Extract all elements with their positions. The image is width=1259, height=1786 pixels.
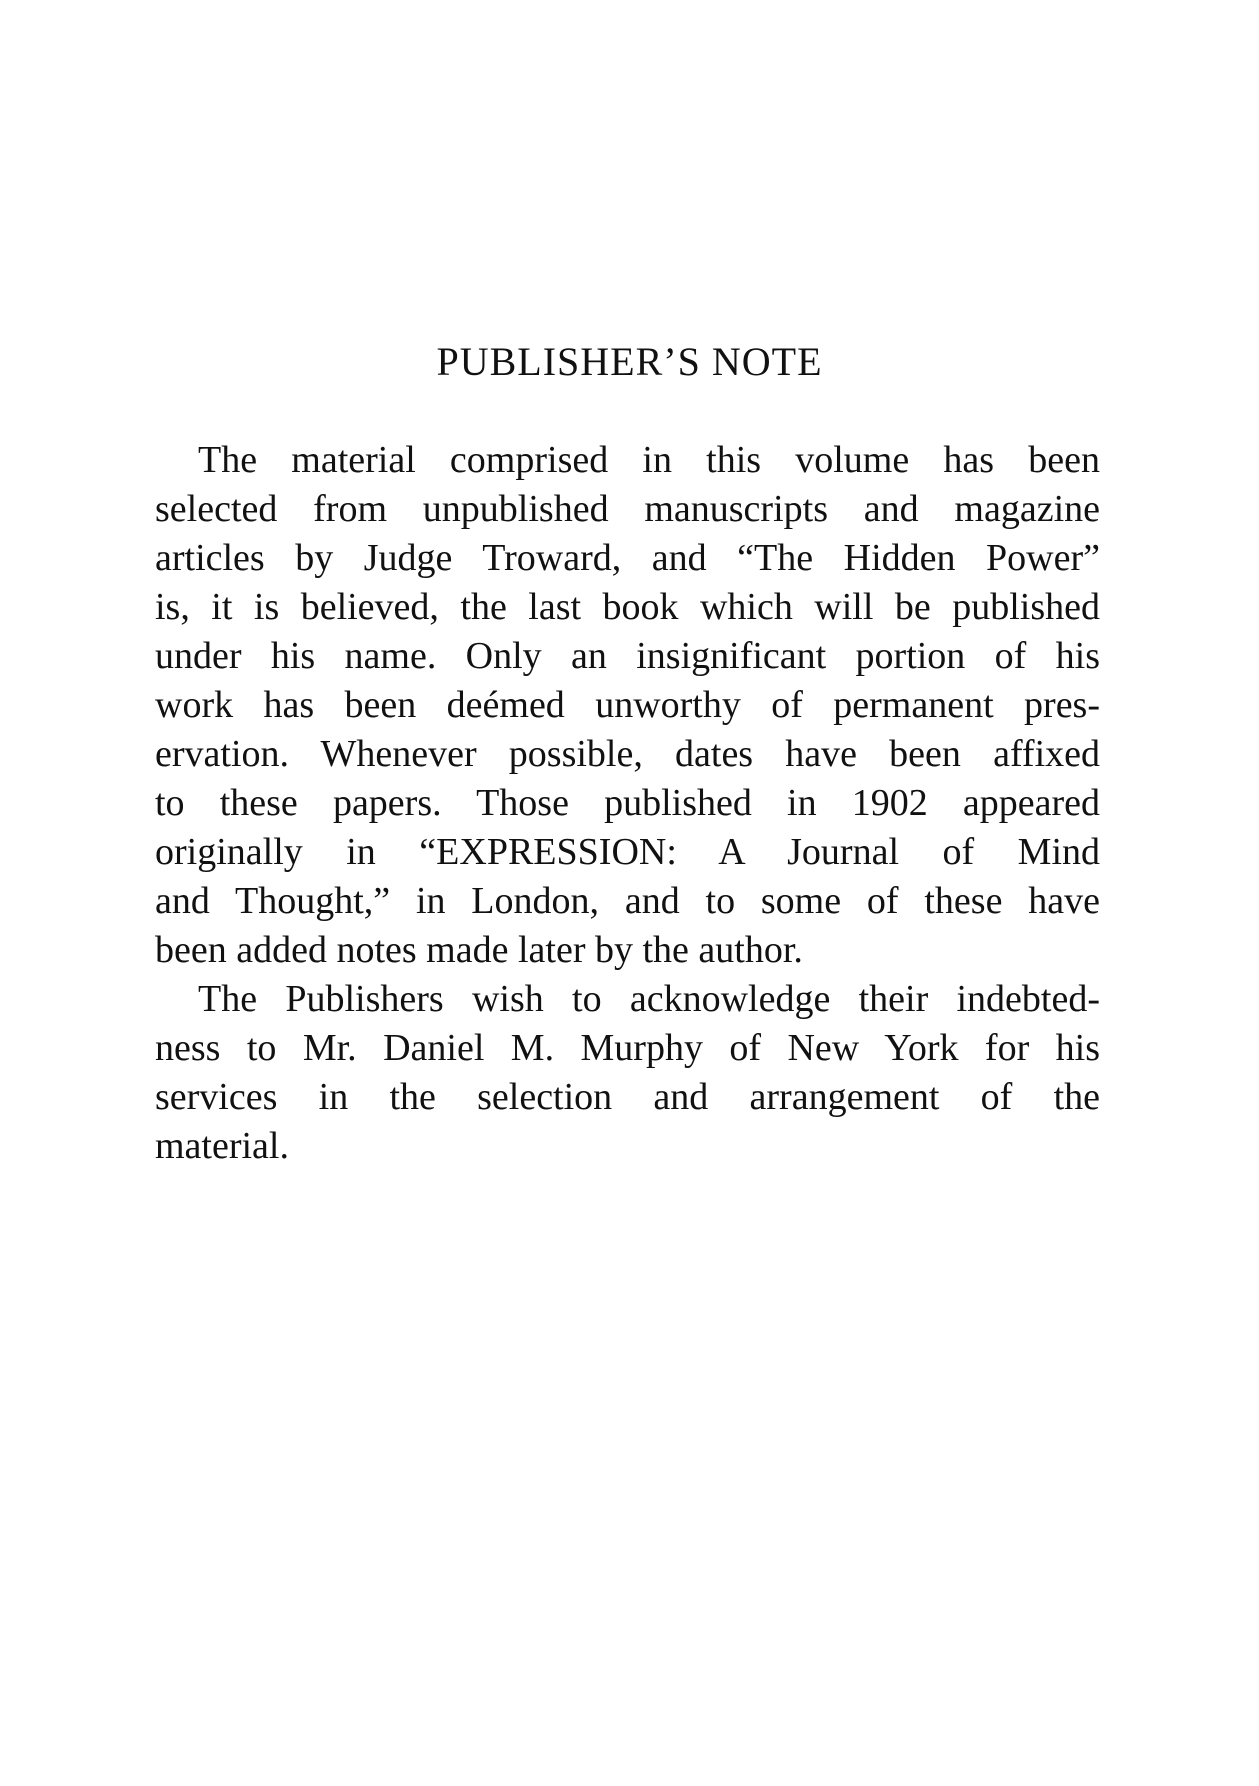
text-line: ness to Mr. Daniel M. Murphy of New York for his: [155, 1027, 1100, 1069]
text-line: is, it is believed, the last book which will be published: [155, 586, 1100, 628]
text-line: to these papers. Those published in 1902 appeared: [155, 782, 1100, 824]
text-line: material.: [155, 1125, 289, 1167]
text-line: under his name. Only an insignificant portion of his: [155, 635, 1100, 677]
page-title: PUBLISHER’S NOTE: [436, 339, 823, 384]
text-line: The material comprised in this volume has been: [198, 439, 1100, 481]
text-line: services in the selection and arrangement of the: [155, 1076, 1100, 1118]
text-line: ervation. Whenever possible, dates have been affixed: [155, 733, 1100, 775]
paragraph-2: [155, 975, 1100, 1171]
paragraph-1: [155, 436, 1100, 975]
text-line: The Publishers wish to acknowledge their indebted-: [198, 978, 1100, 1020]
text-line: been added notes made later by the author.: [155, 929, 803, 971]
text-line: selected from unpublished manuscripts and magazine: [155, 488, 1100, 530]
body-text: [155, 436, 1100, 1171]
text-line: originally in “EXPRESSION: A Journal of Mind: [155, 831, 1100, 873]
text-line: and Thought,” in London, and to some of these have: [155, 880, 1100, 922]
text-line: work has been deémed unworthy of permanent pres-: [155, 684, 1100, 726]
text-line: articles by Judge Troward, and “The Hidden Power”: [155, 537, 1100, 579]
